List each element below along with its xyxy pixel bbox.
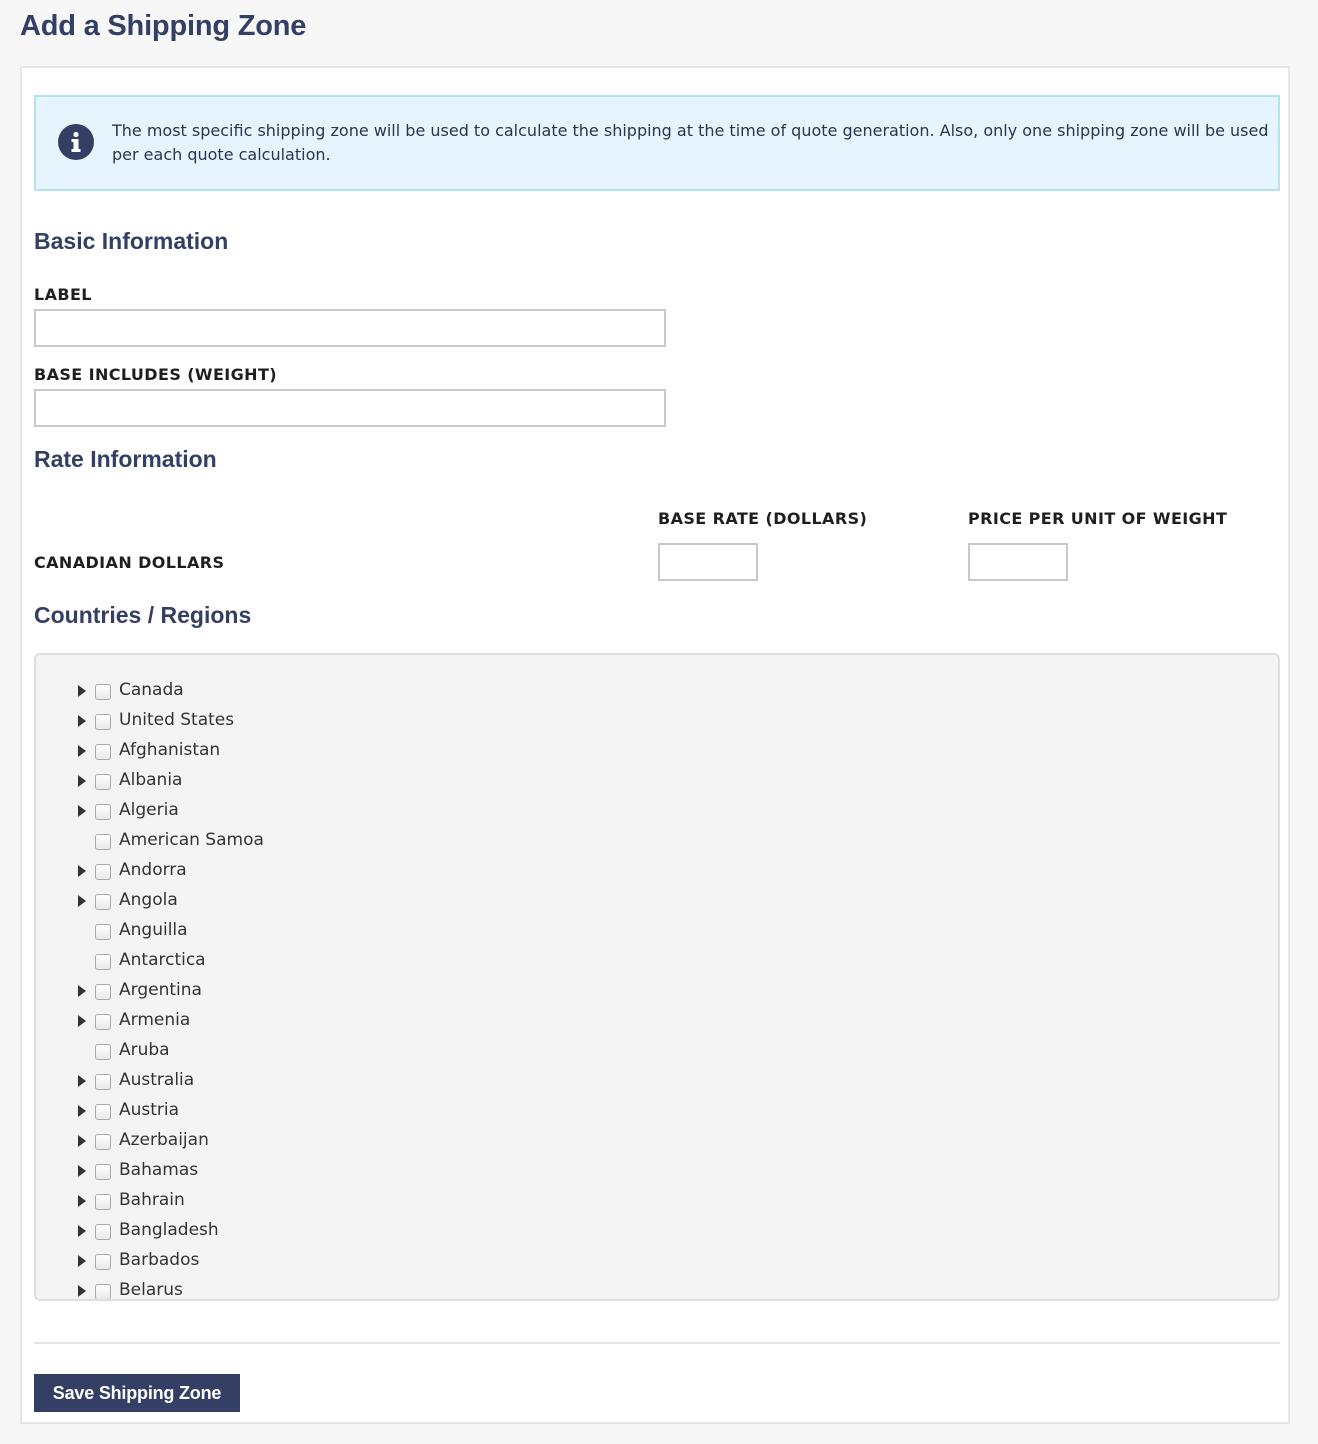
region-checkbox[interactable]: [95, 1014, 111, 1030]
region-checkbox[interactable]: [95, 894, 111, 910]
caret-right-icon[interactable]: [78, 715, 86, 727]
region-label: Armenia: [119, 1010, 191, 1030]
region-label: Azerbaijan: [119, 1130, 209, 1150]
save-shipping-zone-button[interactable]: Save Shipping Zone: [34, 1374, 240, 1412]
caret-right-icon[interactable]: [78, 1195, 86, 1207]
base-rate-input[interactable]: [658, 543, 758, 581]
region-checkbox[interactable]: [95, 1074, 111, 1090]
region-checkbox[interactable]: [95, 834, 111, 850]
region-checkbox[interactable]: [95, 1194, 111, 1210]
region-checkbox[interactable]: [95, 924, 111, 940]
region-label: Argentina: [119, 980, 202, 1000]
region-label: Bahrain: [119, 1190, 185, 1210]
price-per-unit-header: PRICE PER UNIT OF WEIGHT: [968, 509, 1228, 528]
caret-right-icon[interactable]: [78, 1285, 86, 1297]
region-checkbox[interactable]: [95, 1224, 111, 1240]
region-checkbox[interactable]: [95, 1044, 111, 1060]
region-checkbox[interactable]: [95, 714, 111, 730]
label-input[interactable]: [34, 309, 666, 347]
price-per-unit-input[interactable]: [968, 543, 1068, 581]
region-label: Barbados: [119, 1250, 200, 1270]
caret-right-icon[interactable]: [78, 895, 86, 907]
caret-right-icon[interactable]: [78, 1075, 86, 1087]
region-label: American Samoa: [119, 830, 264, 850]
page-title: Add a Shipping Zone: [20, 10, 307, 42]
label-field-label: LABEL: [34, 285, 92, 304]
info-text: The most specific shipping zone will be used to calculate the shipping at the time of quote generation. Also, only one shipping zone will be used per each quote calculation.: [112, 121, 1269, 164]
shipping-zone-form: [20, 66, 1290, 1424]
region-checkbox[interactable]: [95, 984, 111, 1000]
caret-right-icon[interactable]: [78, 1255, 86, 1267]
region-checkbox[interactable]: [95, 954, 111, 970]
region-checkbox[interactable]: [95, 864, 111, 880]
region-checkbox[interactable]: [95, 684, 111, 700]
caret-right-icon[interactable]: [78, 685, 86, 697]
region-checkbox[interactable]: [95, 774, 111, 790]
caret-right-icon[interactable]: [78, 1165, 86, 1177]
caret-right-icon[interactable]: [78, 1225, 86, 1237]
region-checkbox[interactable]: [95, 1134, 111, 1150]
region-label: Angola: [119, 890, 178, 910]
divider: [34, 1342, 1280, 1344]
region-checkbox[interactable]: [95, 1254, 111, 1270]
region-label: Bahamas: [119, 1160, 199, 1180]
currency-label: CANADIAN DOLLARS: [34, 553, 225, 572]
region-label: Antarctica: [119, 950, 206, 970]
region-label: Anguilla: [119, 920, 188, 940]
region-label: Austria: [119, 1100, 180, 1120]
caret-right-icon[interactable]: [78, 985, 86, 997]
region-label: Aruba: [119, 1040, 170, 1060]
info-notice: [34, 95, 1280, 191]
region-checkbox[interactable]: [95, 744, 111, 760]
region-label: Belarus: [119, 1280, 183, 1300]
basic-information-title: Basic Information: [34, 228, 229, 254]
info-icon: [58, 124, 94, 160]
regions-tree[interactable]: [34, 653, 1280, 1301]
region-checkbox[interactable]: [95, 804, 111, 820]
base-includes-field-label: BASE INCLUDES (WEIGHT): [34, 365, 278, 384]
region-label: Canada: [119, 680, 184, 700]
region-label: United States: [119, 710, 235, 730]
region-checkbox[interactable]: [95, 1104, 111, 1120]
base-rate-header: BASE RATE (DOLLARS): [658, 509, 868, 528]
caret-right-icon[interactable]: [78, 745, 86, 757]
caret-right-icon[interactable]: [78, 775, 86, 787]
base-includes-input[interactable]: [34, 389, 666, 427]
region-label: Albania: [119, 770, 183, 790]
region-label: Australia: [119, 1070, 195, 1090]
region-label: Afghanistan: [119, 740, 221, 760]
caret-right-icon[interactable]: [78, 805, 86, 817]
caret-right-icon[interactable]: [78, 865, 86, 877]
caret-right-icon[interactable]: [78, 1015, 86, 1027]
region-label: Andorra: [119, 860, 187, 880]
caret-right-icon[interactable]: [78, 1135, 86, 1147]
region-checkbox[interactable]: [95, 1284, 111, 1300]
region-label: Bangladesh: [119, 1220, 219, 1240]
rate-information-title: Rate Information: [34, 446, 217, 472]
caret-right-icon[interactable]: [78, 1105, 86, 1117]
countries-regions-title: Countries / Regions: [34, 602, 252, 628]
region-label: Algeria: [119, 800, 179, 820]
region-checkbox[interactable]: [95, 1164, 111, 1180]
